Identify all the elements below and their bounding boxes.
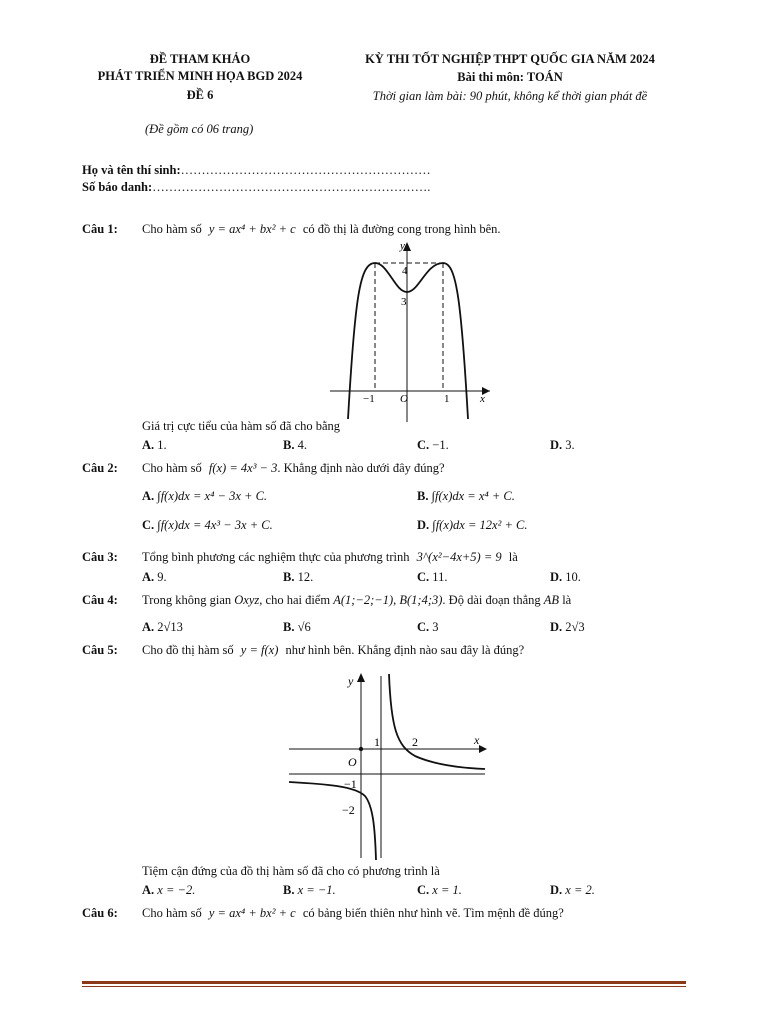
q5-tick-1: 1 [374,735,380,749]
q2-answer-b: B. ∫f(x)dx = x⁴ + C. [417,489,515,503]
q4-sep: , [393,593,397,607]
q3-formula: 3^(x²−4x+5) = 9 [416,550,502,564]
q4-oxyz: Oxyz [234,593,260,607]
header-left-line3: ĐỀ 6 [186,88,214,102]
q4-text-c: . Độ dài đoạn thẳng [442,593,541,607]
q3-answer-b: B. 12. [283,570,314,584]
q5-answer-b: B. x = −1. [283,883,336,897]
q6-text-b: có bảng biến thiên như hình vẽ. Tìm mệnh đề đúng? [302,906,564,920]
student-name-label: Họ và tên thí sinh: [82,163,181,177]
q1-y-label: y [400,240,405,252]
q5-answer-c: C. x = 1. [417,883,462,897]
q5-label: Câu 5: [82,643,118,657]
q2-answer-c: C. ∫f(x)dx = 4x³ − 3x + C. [142,518,273,532]
q5-text-b: như hình bên. Khẳng định nào sau đây là đúng? [285,643,525,657]
q5-after: Tiệm cận đứng của đồ thị hàm số đã cho có phương trình là [142,864,440,878]
q5-curve-right [389,674,485,769]
q3-label: Câu 3: [82,550,118,564]
student-id-dots: …………………………………………………………. [152,180,431,194]
q5-origin: O [348,755,357,769]
q6-text-a: Cho hàm số [142,906,202,920]
q1-tick-3: 3 [401,296,407,308]
q5-formula: y = f(x) [240,643,279,657]
q6-stem [142,906,564,921]
q1-stem [142,222,501,237]
q1-origin: O [400,393,408,405]
q4-text-d: là [562,593,572,607]
q1-after: Giá trị cực tiểu của hàm số đã cho bằng [142,419,341,433]
q5-answer-d: D. x = 2. [550,883,595,897]
q5-x-label: x [474,733,480,747]
q1-text-b: có đồ thị là đường cong trong hình bên. [302,222,501,236]
page-count: (Đề gồm có 06 trang) [145,122,254,136]
q1-answer-c: C. −1. [417,438,449,452]
q3-answer-c: C. 11. [417,570,448,584]
q1-tick-4: 4 [402,265,408,277]
q1-tick-1: 1 [444,393,450,405]
q4-segment: AB [543,593,560,607]
q6-formula: y = ax⁴ + bx² + c [208,906,296,920]
q4-answer-b: B. √6 [283,620,311,634]
q5-y-label: y [348,674,354,688]
q1-x-label: x [480,393,485,405]
student-id-label: Số báo danh: [82,180,153,194]
q4-stem [142,593,571,608]
footer-rule-thick [82,981,686,984]
q1-tick-m1: −1 [363,393,375,405]
footer-rule-thin [82,986,686,987]
header-right-line2: Bài thi môn: TOÁN [457,70,563,84]
q4-point-b: B(1;4;3) [399,593,443,607]
q1-answer-b: B. 4. [283,438,307,452]
q3-answer-a: A. 9. [142,570,167,584]
q3-text-a: Tổng bình phương các nghiệm thực của phương trình [142,550,410,564]
q1-answer-d: D. 3. [550,438,575,452]
q4-point-a: A(1;−2;−1) [333,593,394,607]
q5-tick-m1: −1 [344,777,357,791]
q5-stem [142,643,524,658]
q4-label: Câu 4: [82,593,118,607]
q2-text-a: Cho hàm số [142,461,202,475]
q2-stem [142,461,445,476]
q1-graph [330,236,500,422]
student-name-dots: …………………………………………………… [180,163,431,177]
q5-curve-left [289,782,376,860]
q1-answer-a: A. 1. [142,438,167,452]
header-left-line2: PHÁT TRIỂN MINH HỌA BGD 2024 [97,69,303,83]
q1-label: Câu 1: [82,222,118,236]
student-name-row [82,163,431,178]
q1-formula: y = ax⁴ + bx² + c [208,222,296,236]
q2-answer-a: A. ∫f(x)dx = x⁴ − 3x + C. [142,489,268,503]
q4-answer-d: D. 2√3 [550,620,585,634]
student-id-row [82,180,430,195]
q4-text-b: , cho hai điểm [259,593,331,607]
q2-answer-d: D. ∫f(x)dx = 12x² + C. [417,518,528,532]
q5-tick-m2: −2 [342,803,355,817]
q4-answer-c: C. 3 [417,620,439,634]
q5-tick-2: 2 [412,735,418,749]
q2-label: Câu 2: [82,461,118,475]
q1-text-a: Cho hàm số [142,222,202,236]
header-right-line1: KỲ THI TỐT NGHIỆP THPT QUỐC GIA NĂM 2024 [365,52,655,66]
q2-text-b: . Khẳng định nào dưới đây đúng? [277,461,445,475]
q2-formula: f(x) = 4x³ − 3 [208,461,278,475]
q3-answer-d: D. 10. [550,570,581,584]
q5-text-a: Cho đồ thị hàm số [142,643,234,657]
q3-stem [142,550,518,565]
q4-answer-a: A. 2√13 [142,620,183,634]
header-left-line1: ĐỀ THAM KHẢO [149,52,251,66]
q6-label: Câu 6: [82,906,118,920]
q3-text-b: là [508,550,518,564]
q5-graph [285,668,490,860]
q4-text-a: Trong không gian [142,593,232,607]
q5-answer-a: A. x = −2. [142,883,196,897]
header-right-line3: Thời gian làm bài: 90 phút, không kể thời gian phát đề [372,89,648,103]
